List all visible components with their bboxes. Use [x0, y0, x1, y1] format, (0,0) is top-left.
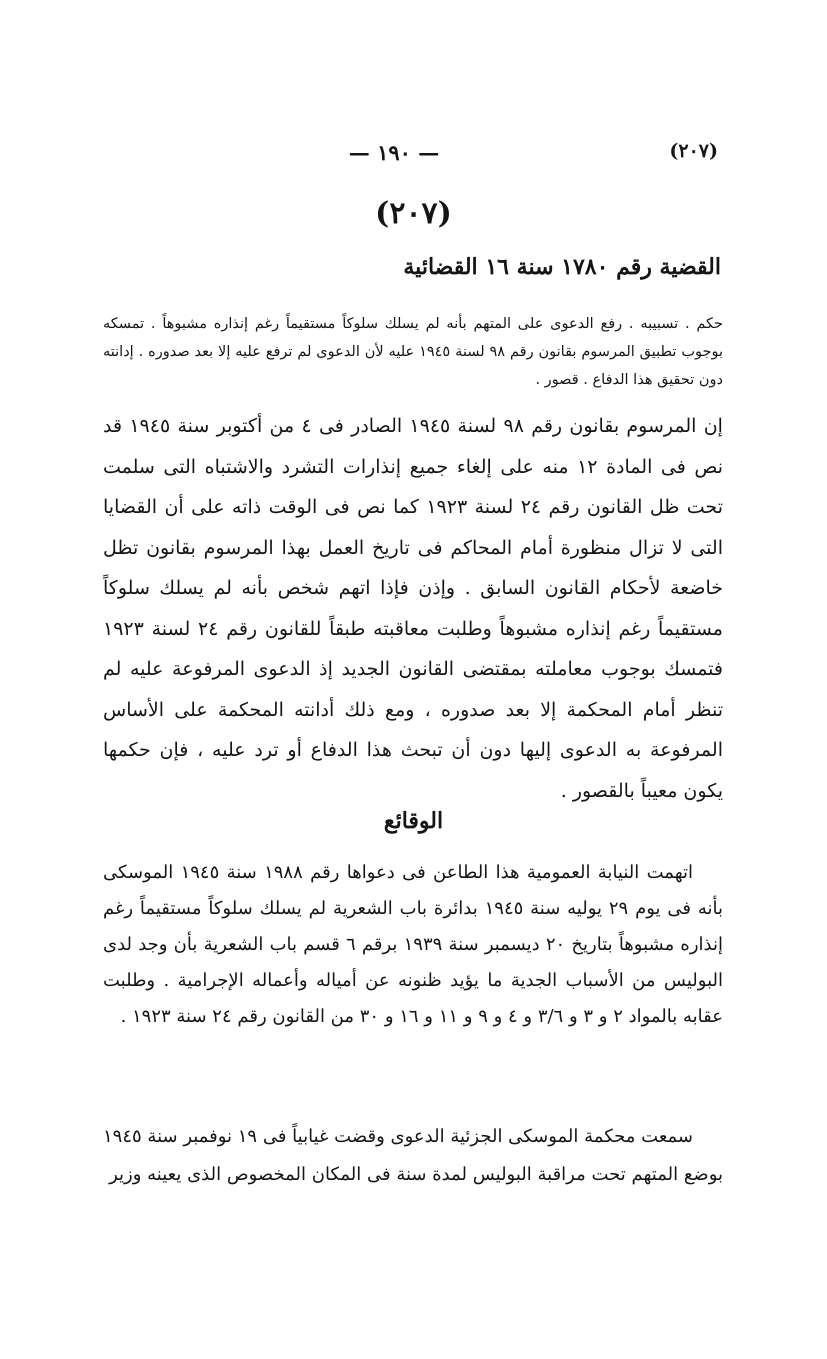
- facts-section-title: الوقائع: [383, 808, 444, 834]
- running-header: [70, 140, 718, 170]
- legal-principle: [103, 406, 723, 811]
- principle-paragraph: إن المرسوم بقانون رقم ٩٨ لسنة ١٩٤٥ الصادر فى ٤ من أكتوبر سنة ١٩٤٥ قد نص فى المادة ١٢ منه على إلغاء جميع إنذارات التشرد والاشتباه التى سلمت تحت ظل القانون رقم ٢٤ لسنة ١٩٢٣ كما نص فى الوقت ذاته على أن القضايا التى لا تزال منظورة أمام المحاكم فى تاريخ العمل بهذا المرسوم بقانون تظل خاضعة لأحكام القانون السابق . وإذن فإذا اتهم شخص بأنه لم يسلك سلوكاً مستقيماً رغم إنذاره مشبوهاً وطلبت معاقبته طبقاً للقانون رقم ٢٤ لسنة ١٩٢٣ فتمسك بوجوب معاملته بمقتضى القانون الجديد إذ الدعوى المرفوعة عليه لم تنظر أمام المحكمة إلا بعد صدوره ، ومع ذلك أدانته المحكمة على الأساس المرفوعة به الدعوى إليها دون أن تبحث هذا الدفاع أو ترد عليه ، فإن حكمها يكون معيباً بالقصور .: [103, 415, 723, 802]
- facts-paragraph: سمعت محكمة الموسكى الجزئية الدعوى وقضت غيابياً فى ١٩ نوفمبر سنة ١٩٤٥ بوضع المتهم تحت مراقبة البوليس لمدة سنة فى المكان المخصوص الذى يعينه وزير: [103, 1126, 723, 1185]
- case-number-corner: (٢٠٧): [669, 140, 718, 162]
- case-heading: (٢٠٧): [375, 196, 452, 231]
- facts-paragraph: اتهمت النيابة العمومية هذا الطاعن فى دعواها رقم ١٩٨٨ سنة ١٩٤٥ الموسكى بأنه فى يوم ٢٩ يوليه سنة ١٩٤٥ بدائرة باب الشعرية لم يسلك سلوكاً مستقيماً رغم إنذاره مشبوهاً بتاريخ ٢٠ ديسمبر سنة ١٩٣٩ برقم ٦ قسم باب الشعرية بأن وجد لدى البوليس من الأسباب الجدية ما يؤيد ظنونه عن أمياله وأعماله الإجرامية . وطلبت عقابه بالمواد ٢ و ٣ و ٣/٦ و ٤ و ٩ و ١١ و ١٦ و ٣٠ من القانون رقم ٢٤ سنة ١٩٢٣ .: [103, 862, 724, 1027]
- facts-body: [103, 855, 723, 1035]
- case-summary: [103, 310, 723, 394]
- summary-paragraph: حكم . تسبيبه . رفع الدعوى على المتهم بأنه لم يسلك سلوكاً مستقيماً رغم إنذاره مشبوهاً . تمسكه بوجوب تطبيق المرسوم بقانون رقم ٩٨ لسنة ١٩٤٥ عليه لأن الدعوى لم ترفع عليه إلا بعد صدوره . إدانته دون تحقيق هذا الدفاع . قصور .: [103, 316, 723, 388]
- judgment-body: [103, 1118, 723, 1194]
- case-reference: القضية رقم ١٧٨٠ سنة ١٦ القضائية: [403, 254, 721, 280]
- page-number: — ١٩٠ —: [348, 140, 440, 165]
